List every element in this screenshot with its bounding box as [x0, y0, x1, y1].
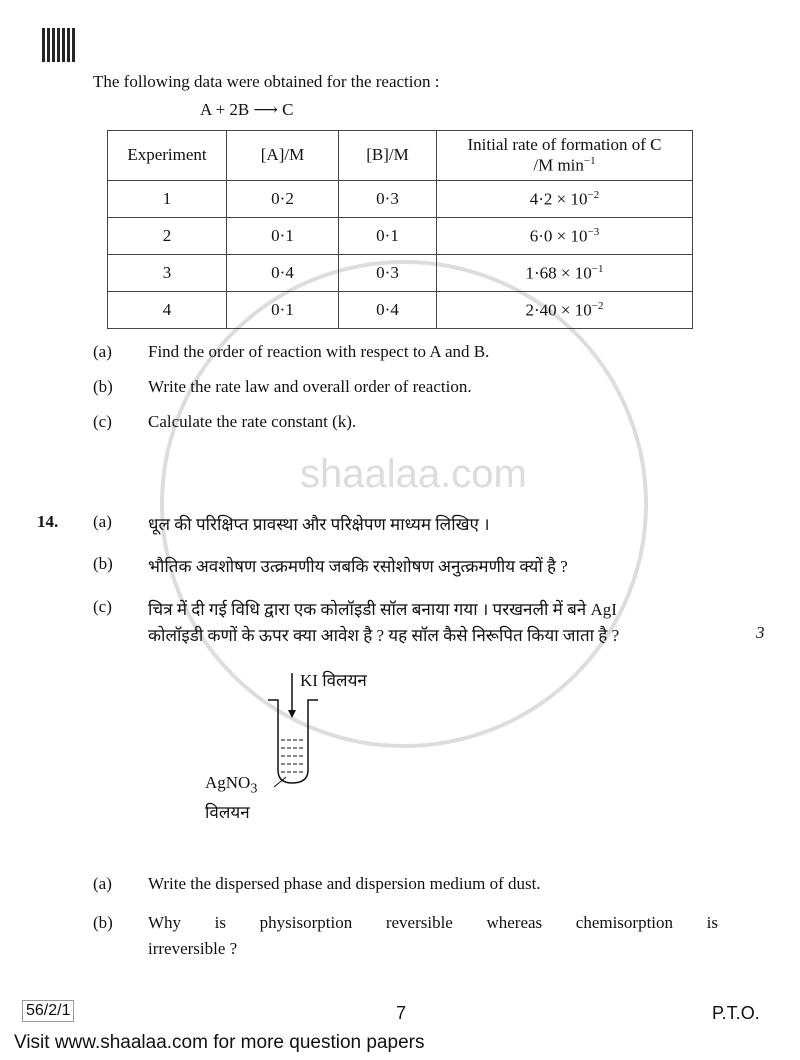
q14-number: 14. [37, 512, 59, 531]
rate-cell: $1\cdot 68 \times 10^{-1}$ [437, 255, 693, 292]
rate-cell: $2\cdot 40 \times 10^{-2}$ [437, 292, 693, 329]
q14b-en-text2: irreversible ? [148, 939, 238, 958]
q14b-en-label: (b) [93, 913, 113, 932]
table-row [108, 181, 693, 218]
table-cell: 0·1 [227, 292, 339, 329]
marks: 3 [756, 623, 765, 642]
q13b-text: Write the rate law and overall order of reaction. [148, 377, 472, 396]
intro-text: The following data were obtained for the reaction : [93, 72, 440, 91]
table-row [108, 218, 693, 255]
pto-label: P.T.O. [712, 1003, 760, 1023]
q14a-hi-text: धूल की परिक्षिप्त प्रावस्था और परिक्षेपण माध्यम लिखिए । [148, 515, 490, 534]
table-cell: 2 [108, 218, 227, 255]
header-b: [B]/M [339, 131, 437, 181]
ki-label: KI विलयन [300, 671, 367, 690]
q13a-label: (a) [93, 342, 112, 361]
table-cell: 0·2 [227, 181, 339, 218]
header-a: [A]/M [227, 131, 339, 181]
q14a-en-text: Write the dispersed phase and dispersion medium of dust. [148, 874, 541, 893]
data-table [107, 130, 693, 329]
table-row [108, 292, 693, 329]
page-number: 7 [396, 1003, 407, 1023]
table-cell: 0·3 [339, 255, 437, 292]
q14c-hi-label: (c) [93, 597, 112, 616]
q14a-en-label: (a) [93, 874, 112, 893]
q14a-hi-label: (a) [93, 512, 112, 531]
table-cell: 0·1 [227, 218, 339, 255]
q14c-hi-text2: कोलॉइडी कणों के ऊपर क्या आवेश है ? यह सॉल कैसे निरूपित किया जाता है ? [148, 626, 620, 645]
table-cell: 1 [108, 181, 227, 218]
table-cell: 0·4 [227, 255, 339, 292]
agno3-label: AgNO$_3$ [205, 773, 258, 797]
q14b-hi-label: (b) [93, 554, 113, 573]
q14b-hi-text: भौतिक अवशोषण उत्क्रमणीय जबकि रसोशोषण अनुत्क्रमणीय क्यों है ? [148, 557, 568, 576]
table-row [108, 255, 693, 292]
visit-link[interactable]: Visit www.shaalaa.com for more question papers [14, 1032, 425, 1053]
reaction-equation: A + 2B ⟶ C [200, 100, 294, 119]
q13c-label: (c) [93, 412, 112, 431]
q14b-en-text: Why is physisorption reversible whereas chemisorption is [148, 913, 718, 932]
table-cell: 3 [108, 255, 227, 292]
table-cell: 0·1 [339, 218, 437, 255]
table-header-row [108, 131, 693, 181]
table-cell: 0·3 [339, 181, 437, 218]
table-cell: 0·4 [339, 292, 437, 329]
qr-code-icon [42, 28, 76, 62]
solution-label: विलयन [205, 803, 250, 822]
rate-cell: $4\cdot 2 \times 10^{-2}$ [437, 181, 693, 218]
q13a-text: Find the order of reaction with respect to A and B. [148, 342, 490, 361]
watermark-text: shaalaa.com [300, 452, 527, 496]
header-rate: Initial rate of formation of C /M $\min^{-1}$ [437, 131, 693, 181]
q13b-label: (b) [93, 377, 113, 396]
header-experiment: Experiment [108, 131, 227, 181]
rate-cell: $6\cdot 0 \times 10^{-3}$ [437, 218, 693, 255]
q13c-text: Calculate the rate constant (k). [148, 412, 357, 431]
q14c-hi-text: चित्र में दी गई विधि द्वारा एक कोलॉइडी सॉल बनाया गया । परखनली में बने AgI [148, 600, 617, 619]
paper-code: 56/2/1 [22, 1000, 74, 1022]
watermark-circle [160, 260, 648, 748]
table-cell: 4 [108, 292, 227, 329]
